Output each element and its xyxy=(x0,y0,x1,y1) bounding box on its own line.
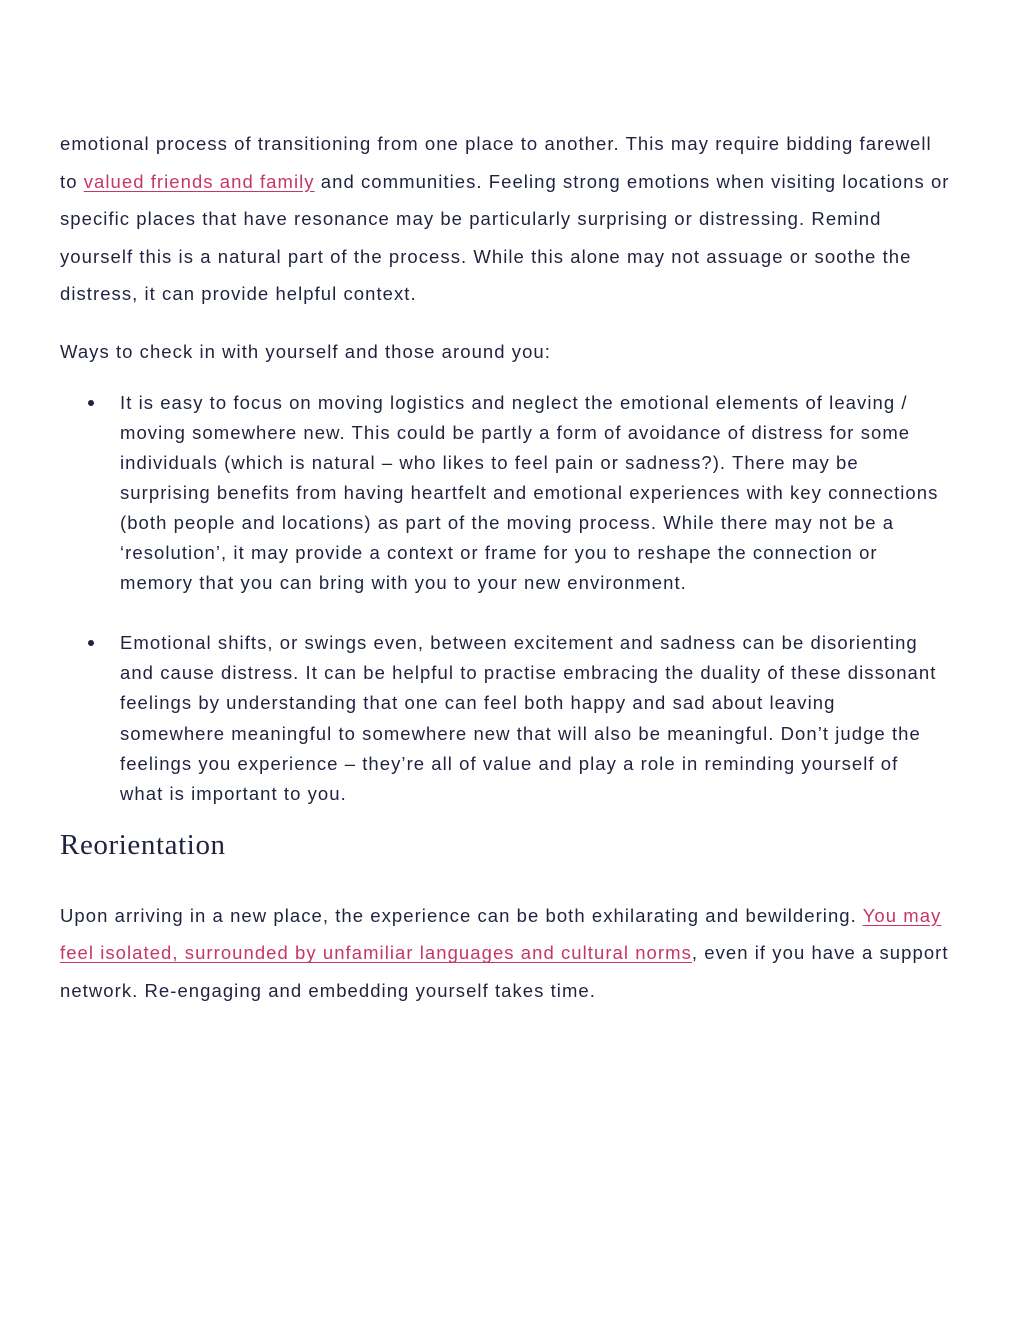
reorientation-paragraph xyxy=(60,897,950,1010)
reorientation-text-1: Upon arriving in a new place, the experience can be both exhilarating and bewildering. xyxy=(60,904,863,926)
intro-text-2: and communities. Feeling strong emotions when visiting locations or specific places that have resonance may be particularly surprising or distressing. Remind yourself this is a natural part of the process. While this alone may not assuage or soothe the distress, it can provide helpful context. xyxy=(60,170,950,305)
list-item xyxy=(60,388,940,599)
valued-friends-link[interactable]: valued friends and family xyxy=(83,170,315,192)
check-in-list xyxy=(60,388,950,809)
bullet-icon xyxy=(88,640,94,646)
bullet-icon xyxy=(88,400,94,406)
intro-paragraph xyxy=(60,125,950,313)
article-content xyxy=(60,125,950,1010)
check-in-lead: Ways to check in with yourself and those around you: xyxy=(60,340,551,362)
reorientation-text-2: , even if you have a support network. Re-engaging and embedding yourself takes time. xyxy=(60,942,949,1001)
isolated-link[interactable]: You may feel isolated, surrounded by unfamiliar languages and cultural norms xyxy=(60,904,942,964)
list-item xyxy=(60,628,940,809)
intro-text-1: emotional process of transitioning from one place to another. This may require bidding farewell to xyxy=(60,133,932,192)
list-item-text: It is easy to focus on moving logistics and neglect the emotional elements of leaving / moving somewhere new. This could be partly a form of avoidance of distress for some individuals (which is natural – who likes to feel pain or sadness?). There may be surprising benefits from having heartfelt and emotional experiences with key connections (both people and locations) as part of the moving process. While there may not be a ‘resolution’, it may provide a context or frame for you to reshape the connection or memory that you can bring with you to your new environment. xyxy=(120,391,939,594)
reorientation-heading: Reorientation xyxy=(60,828,226,861)
list-item-text: Emotional shifts, or swings even, between excitement and sadness can be disorienting and cause distress. It can be helpful to practise embracing the duality of these dissonant feelings by understanding that one can feel both happy and sad about leaving somewhere meaningful to somewhere new that will also be meaningful. Don’t judge the feelings you experience – they’re all of value and play a role in reminding yourself of what is important to you. xyxy=(120,632,937,804)
